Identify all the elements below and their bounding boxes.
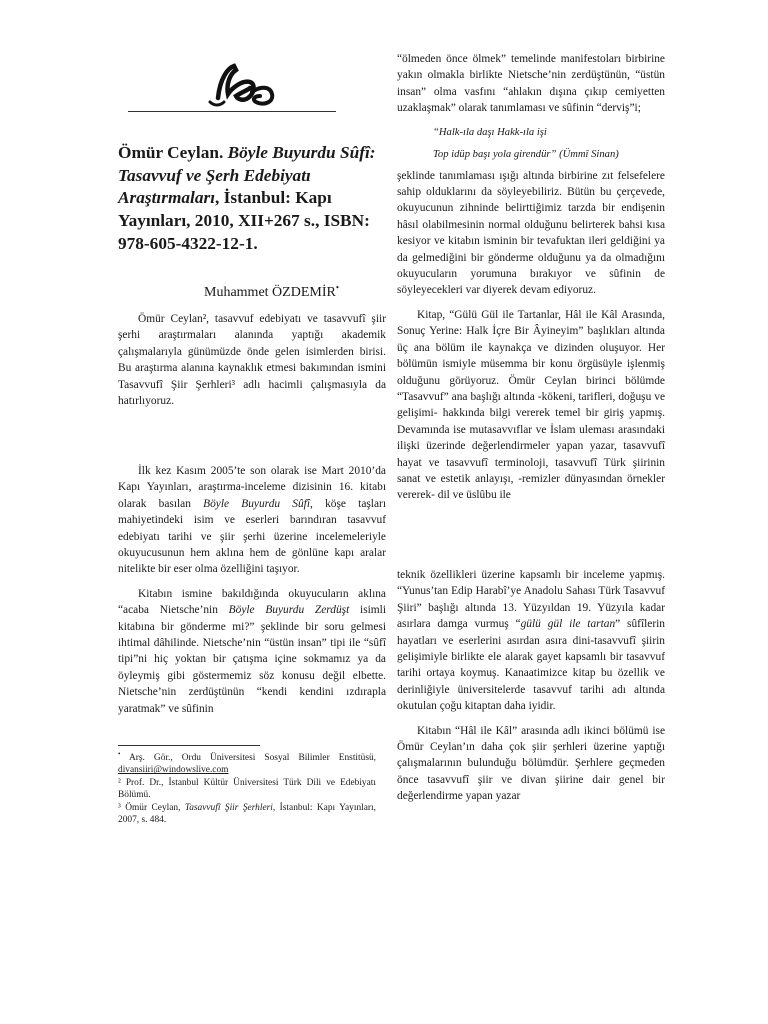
footnotes	[118, 749, 376, 826]
paragraph: teknik özellikleri üzerine kapsamlı bir inceleme yapmış. “Yunus’tan Edip Harabî’ye Anadolu Sahası Türk Tasavvuf Şiiri” başlığı altında 13. Yüzyıldan 19. Yüzyıla kadar asırlara damga vurmuş “gülü gül ile tartan” sûfîlerin hayatları ve eserlerini asırdan asıra dini-tasavvufî şiirin gelişimiyle birlikte ele alarak gayet kapsamlı bir tasavvuf tarihi ortaya koymuş. Kanaatimizce kitap bu özellik ve derinliğiyle üniversitelerde tasavvuf tarihi adı altında okutulan çoğu kitaptan daha iyidir.	[397, 569, 665, 713]
paragraph: “ölmeden önce ölmek” temelinde manifestoları birbirine yakın olmakla birlikte Nietsche’nin zerdüştünün, “üstün insan” olma vasfını “ahlakın dışına çıkıp cemiyetten uzaklaşmak” olarak tanımlaması ve sûfinin “derviş”i;	[397, 53, 665, 115]
left-column-body	[118, 463, 386, 717]
verse-block	[397, 122, 665, 166]
verse-line: Top idüp başı yola girendür” (Ümmî Sinan)	[433, 148, 619, 160]
title-book: Böyle Buyurdu Sûfî: Tasavvuf ve Şerh Edebiyatı Araştırmaları	[118, 143, 376, 208]
paragraph: İlk kez Kasım 2005’te son olarak ise Mart 2010’da Kapı Yayınları, araştırma-inceleme dizisinin 16. kitabı olarak basılan Böyle Buyurdu Sûfî, köşe taşları mahiyetindeki isim ve eserleri barındıran tasavvuf edebiyatı tarihi ve şiir şerhi üzerine incelemeleriyle okuyucusunun hem aklına hem de gönlüne kapı aralar nitelikte bir eser olma özelliğini taşıyor.	[118, 465, 386, 576]
title-author: Ömür Ceylan.	[118, 143, 228, 162]
review-author	[204, 282, 339, 301]
left-column-top	[118, 311, 386, 409]
verse-line: “Halk-ıla daşı Hakk-ıla işi	[433, 126, 547, 138]
author-footnote-mark: •	[335, 282, 339, 293]
footnote-2: ² Prof. Dr., İstanbul Kültür Üniversitesi Türk Dili ve Edebiyatı Bölümü.	[118, 777, 376, 801]
title-publication: , İstanbul: Kapı Yayınları, 2010, XII+267 s., ISBN: 978-605-4322-12-1.	[118, 188, 370, 253]
calligraphy-emblem-icon	[190, 58, 300, 118]
review-title	[118, 142, 376, 256]
paragraph: Kitabın “Hâl ile Kâl” arasında adlı ikinci bölümü ise Ömür Ceylan’ın daha çok şiir şerhleri üzerine yaptığı çalışmalarının bulunduğu bölümdür. Şerhlere geçmeden önce tasavvufî şiir ve divan şiirine dair genel bir değerlendirme yapan yazar	[397, 724, 665, 803]
paragraph: Kitap, “Gülü Gül ile Tartanlar, Hâl ile Kâl Arasında, Sonuç Yerine: Halk İçre Bir Âyineyim” başlıkları altında üç ana bölüm ile kaynakça ve dizinden oluşuyor. Her bölümün ismiyle müsemma bir konu örgüsüyle işlenmiş olduğunu görüyoruz. Ömür Ceylan birinci bölümde “Tasavvuf” ana başlığı altında -kökeni, tarifleri, doğuşu ve gelişimi- hakkında bilgi vererek temel bir giriş yapmış. Devamında ise mutasavvıflar ve İslam uleması arasındaki ilişki üzerinde değerlendirmeler yapan yazar, tasavvufî hayat ve tasavvufî terminoloji, tasavvufî Türk şiirinin sanat ve estetik anlayışı, -remizler dünyasından örnekler vererek- dil ve üslûbu ile	[397, 308, 665, 502]
paragraph: Kitabın ismine bakıldığında okuyucuların aklına “acaba Nietsche’nin Böyle Buyurdu Zerdüşt isimli kitabına bir gönderme mi?” şeklinde bir soru gelmesi ihtimal dâhilinde. Nietsche’nin “üstün insan” tipi ile “sûfî tipi”ni hiç yoktan bir çatışma içine sokmamız ya da öyleymiş gibi göstermemiz söz konusu değil elbette. Nietsche’nin zerdüştünün “kendi kendini ızdırapla yaratmak” ve sûfinin	[118, 587, 386, 715]
author-name: Muhammet ÖZDEMİR	[204, 285, 336, 300]
right-column-top	[397, 51, 665, 504]
footnote-rule	[118, 745, 260, 746]
footnote-1: • Arş. Gör., Ordu Üniversitesi Sosyal Bilimler Enstitüsü, divansiiri@windowslive.com	[118, 749, 376, 776]
footnote-email-link[interactable]: divansiiri@windowslive.com	[118, 765, 229, 776]
paragraph: şeklinde tanımlaması ışığı altında birbirine zıt felsefelere sahip olduklarını da söyleyebiliriz. Bütün bu çerçevede, okuyucunun zihninde belirttiğimiz tarzda bir endişenin hâsıl olabilmesinin normal olduğunu belirterek bahsi kısa kesiyor ve kitabın isminin bir tevafuktan ileri geldiğini ya da gelmediğini bir gönderme olduğunu ya da olmadığını okuyucuların yorumuna bırakıyor ve sûfinin de söyleyecekleri var diyerek devam ediyoruz.	[397, 169, 665, 297]
title-rule	[128, 111, 336, 112]
paragraph: Ömür Ceylan², tasavvuf edebiyatı ve tasavvufî şiir şerhi araştırmaları alanında yaptığı akademik çalışmalarıyla günümüzde önde gelen isimlerden birisi. Bu araştırma alanına kaynaklık etmesi bakımından ismini Tasavvufî Şiir Şerhleri³ adlı hacimli çalışmasıyla da hatırlıyoruz.	[118, 313, 386, 408]
right-column-bottom	[397, 567, 665, 805]
footnote-3: ³ Ömür Ceylan, Tasavvufî Şiir Şerhleri, İstanbul: Kapı Yayınları, 2007, s. 484.	[118, 802, 376, 826]
